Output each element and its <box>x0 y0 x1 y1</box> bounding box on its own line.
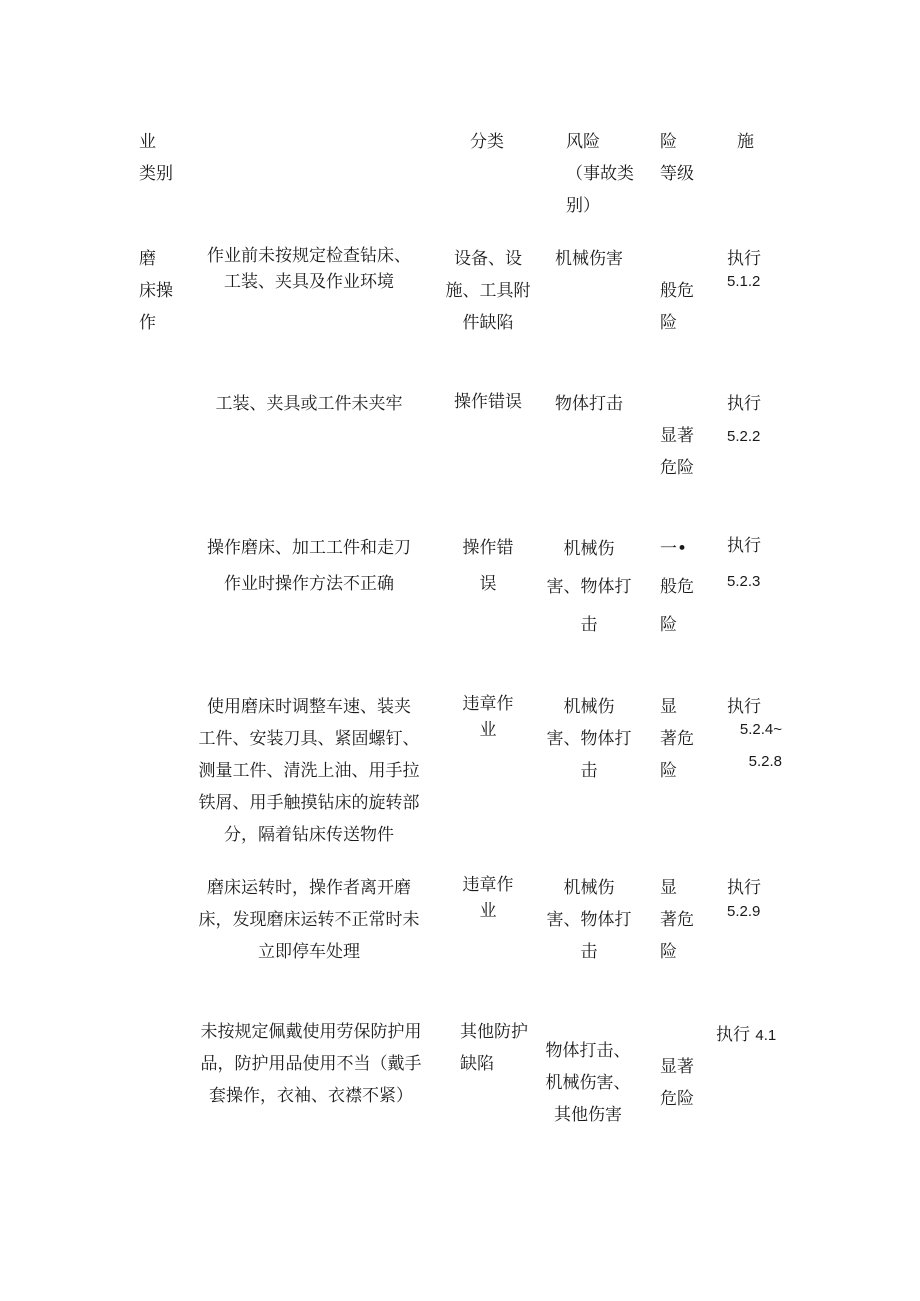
hazard-description: 作业前未按规定检查钻床、 工装、夹具及作业环境 <box>207 246 411 292</box>
header-level: 险 等级 <box>660 132 694 184</box>
hazard-description: 工装、夹具或工件未夹牢 <box>215 394 403 414</box>
job-category: 磨 床操 作 <box>139 249 173 333</box>
measure-prefix: 执行 <box>727 697 761 717</box>
measure-code: 5.2.9 <box>727 903 761 920</box>
measure-prefix: 执行 <box>727 249 761 269</box>
hazard-description: 未按规定佩戴使用劳保防护用 品，防护用品使用不当（戴手 套操作，衣袖、衣襟不紧） <box>200 1022 422 1106</box>
measure-code: 5.2.3 <box>727 573 761 590</box>
measure-code: 5.1.2 <box>727 273 761 290</box>
risk-level: 般危 险 <box>660 281 694 333</box>
risk-level: 显 著危 险 <box>660 697 694 781</box>
measure-prefix: 执行 <box>716 1025 750 1045</box>
hazard-classification: 操作错误 <box>454 392 522 412</box>
hazard-description: 使用磨床时调整车速、装夹 工件、安装刀具、紧固螺钉、 测量工件、清洗上油、用手拉 铁屑、用手触摸钻床的旋转部 分，隔着钻床传送物件 <box>198 697 420 845</box>
hazard-description: 操作磨床、加工工件和走刀 作业时操作方法不正确 <box>207 538 411 594</box>
header-risk: 风险 （事故类 别） <box>566 132 634 216</box>
measure-prefix: 执行 <box>727 394 761 414</box>
risk-type: 机械伤 害、物体打 击 <box>546 539 632 635</box>
measure-code: 5.2.4~ 5.2.8 <box>739 721 782 770</box>
header-category: 业 类别 <box>139 132 173 184</box>
risk-type: 物体打击、 机械伤害、 其他伤害 <box>545 1041 631 1125</box>
hazard-classification: 设备、设 施、工具附 件缺陷 <box>445 249 531 333</box>
risk-type: 机械伤 害、物体打 击 <box>546 878 632 962</box>
header-measures: 施 <box>737 132 754 152</box>
risk-level: 显 著危 险 <box>660 878 694 962</box>
risk-type: 机械伤 害、物体打 击 <box>546 697 632 781</box>
measure-code: 4.1 <box>755 1027 777 1044</box>
risk-level: 显著 危险 <box>660 1057 694 1109</box>
measure <box>716 1019 776 1052</box>
hazard-classification: 违章作 业 <box>462 875 514 921</box>
measure-prefix: 执行 <box>727 536 761 556</box>
measure-code: 5.2.2 <box>727 428 761 445</box>
header-classification: 分类 <box>470 132 504 152</box>
hazard-classification: 其他防护 缺陷 <box>460 1022 528 1074</box>
risk-type: 物体打击 <box>555 394 623 414</box>
risk-type: 机械伤害 <box>555 249 623 269</box>
measure-prefix: 执行 <box>727 878 761 898</box>
hazard-classification: 操作错 误 <box>462 538 514 594</box>
risk-level: 一• 般危 险 <box>660 539 694 635</box>
hazard-classification: 违章作 业 <box>462 694 514 740</box>
hazard-description: 磨床运转时，操作者离开磨 床，发现磨床运转不正常时未 立即停车处理 <box>198 878 420 962</box>
risk-level: 显著 危险 <box>660 426 694 478</box>
